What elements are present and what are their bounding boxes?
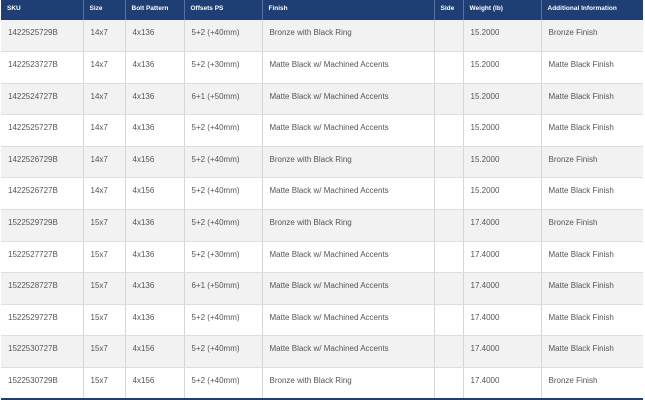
table-body: [1, 20, 643, 399]
cell-offsets-ps: 5+2 (+30mm): [184, 241, 262, 273]
cell-finish: Matte Black w/ Machined Accents: [262, 115, 434, 147]
cell-bolt-pattern: 4x136: [125, 52, 184, 84]
cell-sku: 1522529729B: [1, 210, 83, 242]
cell-finish: Matte Black w/ Machined Accents: [262, 241, 434, 273]
table-row: [1, 20, 643, 52]
cell-weight: 17.4000: [463, 273, 541, 305]
cell-size: 15x7: [83, 210, 125, 242]
cell-additional-information: Bronze Finish: [541, 146, 643, 178]
cell-additional-information: Matte Black Finish: [541, 83, 643, 115]
cell-size: 14x7: [83, 146, 125, 178]
table-row: [1, 273, 643, 305]
cell-finish: Bronze with Black Ring: [262, 210, 434, 242]
cell-weight: 15.2000: [463, 52, 541, 84]
cell-finish: Matte Black w/ Machined Accents: [262, 83, 434, 115]
cell-offsets-ps: 5+2 (+40mm): [184, 368, 262, 400]
column-header-additional-information: Additional Information: [541, 0, 643, 20]
cell-sku: 1422525727B: [1, 115, 83, 147]
column-header-size: Size: [83, 0, 125, 20]
cell-sku: 1422526729B: [1, 146, 83, 178]
column-header-offsets-ps: Offsets PS: [184, 0, 262, 20]
cell-bolt-pattern: 4x156: [125, 336, 184, 368]
column-header-sku: SKU: [1, 0, 83, 20]
cell-offsets-ps: 6+1 (+50mm): [184, 273, 262, 305]
cell-offsets-ps: 5+2 (+40mm): [184, 115, 262, 147]
table-row: [1, 304, 643, 336]
table-row: [1, 115, 643, 147]
cell-offsets-ps: 5+2 (+40mm): [184, 178, 262, 210]
cell-bolt-pattern: 4x136: [125, 273, 184, 305]
cell-size: 15x7: [83, 241, 125, 273]
cell-side: [434, 115, 463, 147]
table-row: [1, 52, 643, 84]
cell-weight: 15.2000: [463, 146, 541, 178]
cell-weight: 15.2000: [463, 178, 541, 210]
cell-offsets-ps: 5+2 (+40mm): [184, 210, 262, 242]
cell-side: [434, 241, 463, 273]
cell-bolt-pattern: 4x156: [125, 178, 184, 210]
cell-bolt-pattern: 4x136: [125, 20, 184, 52]
cell-additional-information: Bronze Finish: [541, 20, 643, 52]
cell-side: [434, 20, 463, 52]
table-row: [1, 83, 643, 115]
cell-sku: 1522527727B: [1, 241, 83, 273]
table-row: [1, 178, 643, 210]
cell-size: 15x7: [83, 273, 125, 305]
cell-size: 14x7: [83, 115, 125, 147]
table-row: [1, 241, 643, 273]
cell-size: 14x7: [83, 20, 125, 52]
column-header-finish: Finish: [262, 0, 434, 20]
cell-sku: 1422524727B: [1, 83, 83, 115]
column-header-side: Side: [434, 0, 463, 20]
cell-side: [434, 273, 463, 305]
cell-finish: Matte Black w/ Machined Accents: [262, 273, 434, 305]
cell-size: 15x7: [83, 336, 125, 368]
cell-size: 15x7: [83, 304, 125, 336]
cell-finish: Bronze with Black Ring: [262, 146, 434, 178]
cell-sku: 1522530727B: [1, 336, 83, 368]
cell-weight: 17.4000: [463, 304, 541, 336]
cell-additional-information: Matte Black Finish: [541, 336, 643, 368]
cell-offsets-ps: 5+2 (+40mm): [184, 336, 262, 368]
cell-side: [434, 210, 463, 242]
cell-offsets-ps: 5+2 (+40mm): [184, 20, 262, 52]
cell-sku: 1422523727B: [1, 52, 83, 84]
cell-weight: 15.2000: [463, 83, 541, 115]
cell-bolt-pattern: 4x136: [125, 210, 184, 242]
cell-size: 14x7: [83, 52, 125, 84]
cell-weight: 17.4000: [463, 368, 541, 400]
cell-bolt-pattern: 4x136: [125, 115, 184, 147]
cell-offsets-ps: 6+1 (+50mm): [184, 83, 262, 115]
cell-additional-information: Matte Black Finish: [541, 178, 643, 210]
cell-sku: 1422525729B: [1, 20, 83, 52]
product-spec-table: [1, 0, 643, 400]
cell-bolt-pattern: 4x136: [125, 304, 184, 336]
cell-side: [434, 336, 463, 368]
cell-bolt-pattern: 4x136: [125, 83, 184, 115]
cell-sku: 1522528727B: [1, 273, 83, 305]
cell-additional-information: Matte Black Finish: [541, 241, 643, 273]
column-header-weight: Weight (lb): [463, 0, 541, 20]
cell-size: 15x7: [83, 368, 125, 400]
cell-weight: 15.2000: [463, 115, 541, 147]
cell-weight: 17.4000: [463, 336, 541, 368]
cell-size: 14x7: [83, 83, 125, 115]
cell-weight: 17.4000: [463, 241, 541, 273]
cell-additional-information: Bronze Finish: [541, 368, 643, 400]
cell-side: [434, 304, 463, 336]
cell-size: 14x7: [83, 178, 125, 210]
cell-finish: Bronze with Black Ring: [262, 20, 434, 52]
cell-finish: Matte Black w/ Machined Accents: [262, 178, 434, 210]
cell-sku: 1522530729B: [1, 368, 83, 400]
cell-side: [434, 83, 463, 115]
cell-additional-information: Matte Black Finish: [541, 115, 643, 147]
cell-sku: 1422526727B: [1, 178, 83, 210]
cell-finish: Bronze with Black Ring: [262, 368, 434, 400]
column-header-bolt-pattern: Bolt Pattern: [125, 0, 184, 20]
cell-side: [434, 52, 463, 84]
cell-bolt-pattern: 4x136: [125, 241, 184, 273]
cell-additional-information: Matte Black Finish: [541, 52, 643, 84]
cell-side: [434, 146, 463, 178]
cell-additional-information: Matte Black Finish: [541, 304, 643, 336]
table-row: [1, 210, 643, 242]
cell-finish: Matte Black w/ Machined Accents: [262, 304, 434, 336]
cell-finish: Matte Black w/ Machined Accents: [262, 52, 434, 84]
cell-offsets-ps: 5+2 (+30mm): [184, 52, 262, 84]
cell-side: [434, 368, 463, 400]
table-row: [1, 336, 643, 368]
cell-offsets-ps: 5+2 (+40mm): [184, 304, 262, 336]
cell-offsets-ps: 5+2 (+40mm): [184, 146, 262, 178]
cell-sku: 1522529727B: [1, 304, 83, 336]
cell-bolt-pattern: 4x156: [125, 146, 184, 178]
cell-finish: Matte Black w/ Machined Accents: [262, 336, 434, 368]
cell-weight: 17.4000: [463, 210, 541, 242]
cell-additional-information: Bronze Finish: [541, 210, 643, 242]
table-row: [1, 368, 643, 400]
cell-additional-information: Matte Black Finish: [541, 273, 643, 305]
cell-bolt-pattern: 4x156: [125, 368, 184, 400]
cell-side: [434, 178, 463, 210]
table-row: [1, 146, 643, 178]
cell-weight: 15.2000: [463, 20, 541, 52]
table-header-row: [1, 0, 643, 20]
